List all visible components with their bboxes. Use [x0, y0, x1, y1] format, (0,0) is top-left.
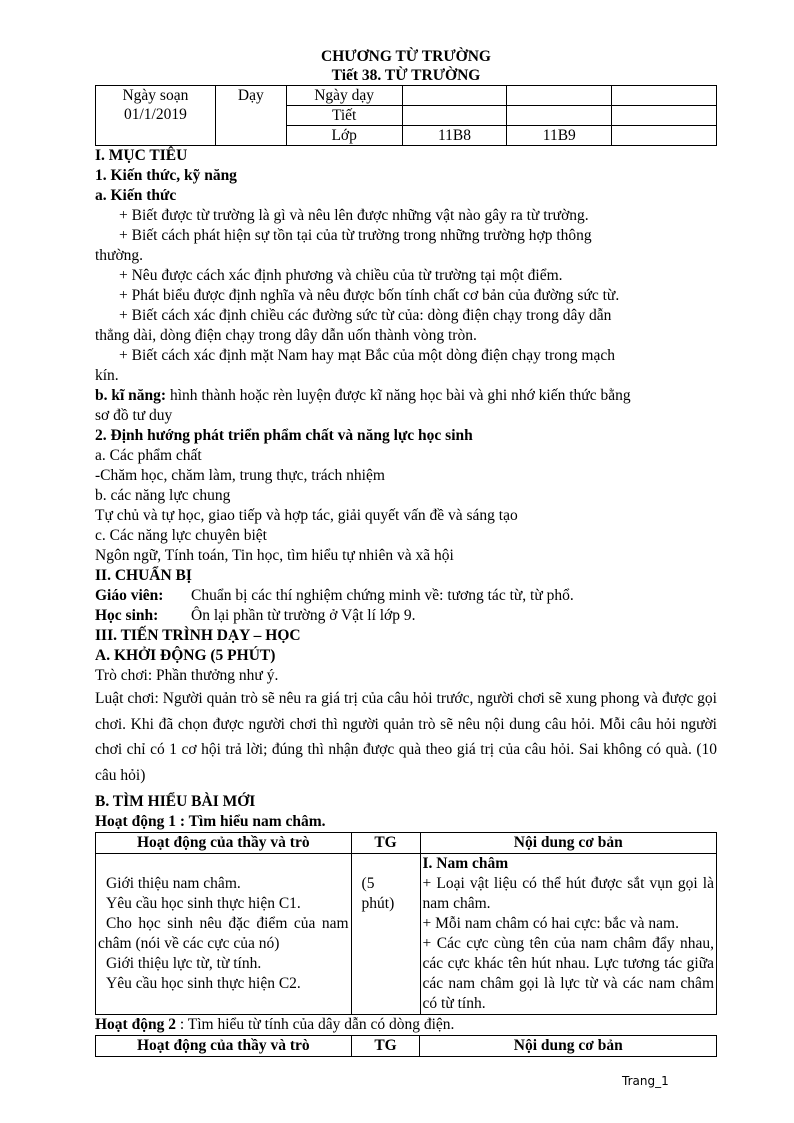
student-label: Học sinh:	[95, 607, 159, 624]
activity1-heading: Hoạt động 1 : Tìm hiểu nam châm.	[95, 813, 326, 830]
general-competencies-text: Tự chủ và tự học, giao tiếp và hợp tác, giải quyết vấn đề và sáng tạo	[95, 507, 518, 524]
teacher-activity: Giới thiệu nam châm.	[106, 875, 241, 892]
section-knowledge-skills: 1. Kiến thức, kỹ năng	[95, 167, 237, 184]
page-number: Trang_1	[622, 1074, 669, 1088]
col-content: Nội dung cơ bản	[420, 833, 716, 854]
teacher-activity: Yêu cầu học sinh thực hiện C2.	[106, 975, 301, 992]
specific-competencies-text: Ngôn ngữ, Tính toán, Tin học, tìm hiểu tự nhiên và xã hội	[95, 547, 454, 564]
empty-cell	[612, 106, 717, 126]
teacher-activity: Cho học sinh nêu đặc điểm của nam châm (nói về các cực của nó)	[98, 915, 349, 952]
empty-cell	[402, 86, 507, 106]
activity2-text: : Tìm hiểu từ tính của dây dẫn có dòng điện.	[175, 1016, 455, 1033]
section-warmup: A. KHỞI ĐỘNG (5 PHÚT)	[95, 647, 276, 664]
specific-competencies-heading: c. Các năng lực chuyên biệt	[95, 527, 267, 544]
section-competencies: 2. Định hướng phát triển phẩm chất và năng lực học sinh	[95, 427, 473, 444]
col-time: TG	[351, 833, 420, 854]
teacher-prep-text: Chuẩn bị các thí nghiệm chứng minh về: tương tác từ, từ phổ.	[191, 587, 574, 604]
section-preparation: II. CHUẨN BỊ	[95, 567, 192, 584]
empty-cell	[402, 106, 507, 126]
class-label: Lớp	[286, 126, 402, 146]
activity1-table	[95, 832, 717, 1015]
teacher-activities	[96, 854, 352, 1015]
empty-cell	[612, 86, 717, 106]
knowledge-item: + Biết cách phát hiện sự tồn tại của từ trường trong những trường hợp thông	[119, 227, 592, 244]
col-teacher-student: Hoạt động của thầy và trò	[96, 833, 352, 854]
lesson-title: Tiết 38. TỪ TRƯỜNG	[331, 67, 481, 84]
activity2-label: Hoạt động 2	[95, 1016, 176, 1033]
skills-paragraph	[95, 386, 717, 406]
section-new-lesson: B. TÌM HIỂU BÀI MỚI	[95, 793, 256, 810]
content-title: I. Nam châm	[422, 855, 509, 872]
prep-date-cell	[96, 86, 216, 146]
page	[95, 47, 717, 1057]
teacher-activity: Yêu cầu học sinh thực hiện C1.	[106, 895, 301, 912]
empty-cell	[507, 86, 612, 106]
content-cell	[420, 854, 716, 1015]
skills-text-cont: sơ đồ tư duy	[95, 407, 173, 424]
content-item: + Các cực cùng tên của nam châm đẩy nhau, các cực khác tên hút nhau. Lực tương tác giữa các nam châm gọi là lực từ và các nam châm có từ tính.	[422, 935, 714, 1012]
section-knowledge: a. Kiến thức	[95, 187, 177, 204]
col-teacher-student: Hoạt động của thầy và trò	[96, 1036, 352, 1057]
knowledge-item: + Biết cách xác định chiều các đường sức từ của: dòng điện chạy trong dây dẫn	[119, 307, 612, 324]
schedule-table	[95, 85, 717, 146]
period-label: Tiết	[286, 106, 402, 126]
knowledge-item-cont: thẳng dài, dòng điện chạy trong dây dẫn uốn thành vòng tròn.	[95, 327, 477, 344]
col-content: Nội dung cơ bản	[420, 1036, 717, 1057]
skills-label: b	[95, 387, 104, 404]
time-cell: (5 phút)	[351, 854, 420, 1015]
general-competencies-heading: b. các năng lực chung	[95, 487, 231, 504]
section-procedure: III. TIẾN TRÌNH DẠY – HỌC	[95, 627, 301, 644]
col-time: TG	[351, 1036, 420, 1057]
game-name: Trò chơi: Phần thưởng như ý.	[95, 667, 279, 684]
content-item: + Loại vật liệu có thể hút được sắt vụn gọi là nam châm.	[422, 875, 714, 912]
empty-cell	[612, 126, 717, 146]
teach-date-label: Ngày dạy	[286, 86, 402, 106]
section-objectives: I. MỤC TIÊU	[95, 147, 188, 164]
chapter-title: CHƯƠNG TỪ TRƯỜNG	[321, 48, 491, 65]
knowledge-item-cont: kín.	[95, 367, 119, 384]
teacher-activity: Giới thiệu lực từ, từ tính.	[106, 955, 262, 972]
prep-date-label: Ngày soạn	[122, 87, 189, 104]
skills-text: hình thành hoặc rèn luyện được kĩ năng học bài và ghi nhớ kiến thức bằng	[166, 387, 631, 404]
knowledge-item: + Biết được từ trường là gì và nêu lên được những vật nào gây ra từ trường.	[119, 207, 589, 224]
student-prep	[95, 606, 717, 626]
teach-label-cell: Dạy	[215, 86, 286, 146]
qualities-text: -Chăm học, chăm làm, trung thực, trách nhiệm	[95, 467, 385, 484]
class-11b8: 11B8	[402, 126, 507, 146]
knowledge-item: + Nêu được cách xác định phương và chiều của từ trường tại một điểm.	[119, 267, 563, 284]
prep-date-value: 01/1/2019	[123, 106, 187, 123]
content-item: + Mỗi nam châm có hai cực: bắc và nam.	[422, 915, 679, 932]
teacher-prep	[95, 586, 717, 606]
activity2-table	[95, 1035, 717, 1057]
activity2-heading	[95, 1015, 717, 1035]
empty-cell	[507, 106, 612, 126]
knowledge-item: + Phát biểu được định nghĩa và nêu được bốn tính chất cơ bản của đường sức từ.	[119, 287, 620, 304]
qualities-heading: a. Các phẩm chất	[95, 447, 202, 464]
knowledge-item: + Biết cách xác định mặt Nam hay mạt Bắc của một dòng điện chạy trong mạch	[119, 347, 615, 364]
teacher-label: Giáo viên:	[95, 587, 164, 604]
class-11b9: 11B9	[507, 126, 612, 146]
knowledge-item-cont: thường.	[95, 247, 144, 264]
student-prep-text: Ôn lại phần từ trường ở Vật lí lớp 9.	[191, 607, 416, 624]
skills-bold: . kĩ năng:	[103, 387, 167, 404]
game-rules: Luật chơi: Người quản trò sẽ nêu ra giá trị của câu hỏi trước, người chơi sẽ xung phong và được gọi chơi. Khi đã chọn được người chơi thì người quản trò sẽ nêu nội dung câu hỏi. Mỗi câu hỏi người chơi chỉ có 1 cơ hội trả lời; đúng thì nhận được quà theo giá trị của câu hỏi. Sai không có quà. (10 câu hỏi)	[95, 690, 717, 784]
